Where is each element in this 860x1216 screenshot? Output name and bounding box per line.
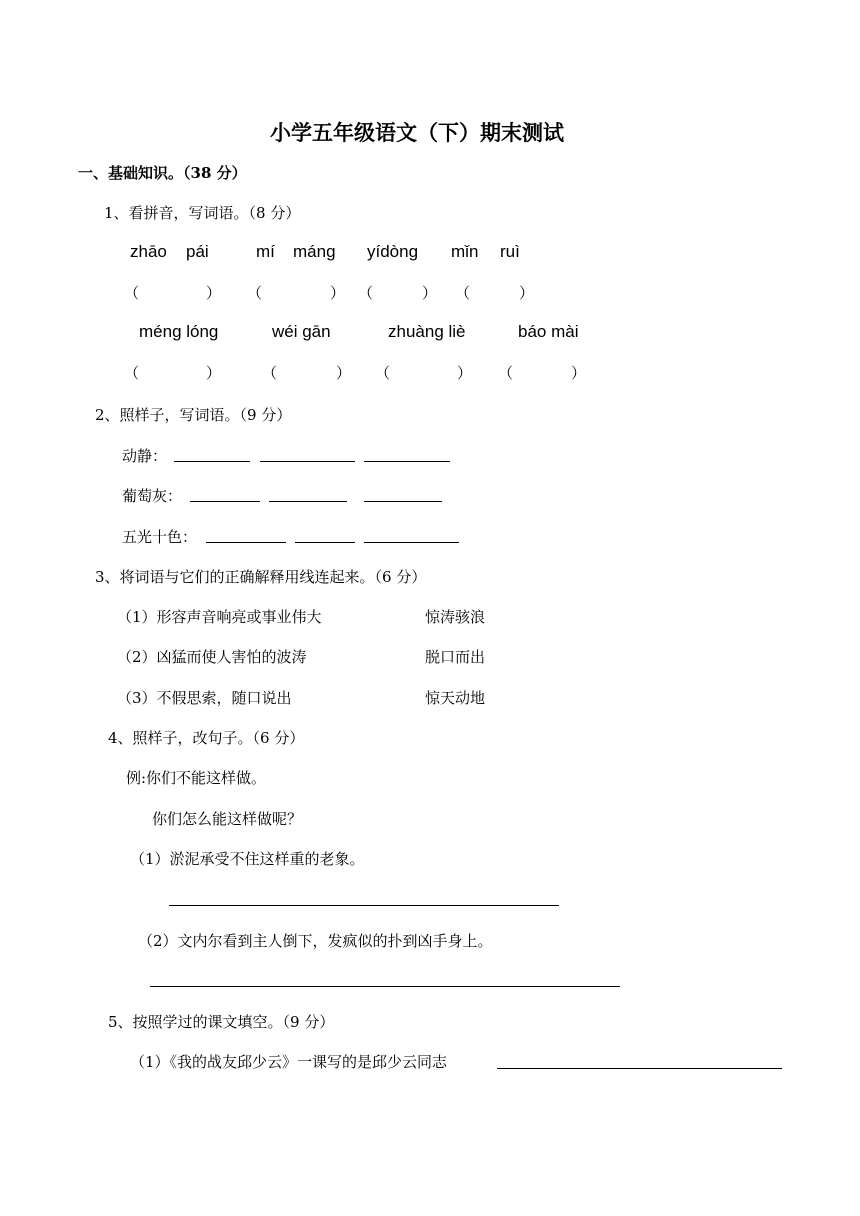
- answer-line[interactable]: [190, 501, 260, 502]
- answer-blank-close: ）: [422, 284, 438, 302]
- pattern-label: 葡萄灰：: [122, 487, 183, 505]
- pinyin: mí: [256, 242, 275, 261]
- answer-line[interactable]: [364, 461, 450, 462]
- idiom-item: 惊天动地: [425, 689, 486, 707]
- pinyin: máng: [293, 242, 336, 261]
- answer-line[interactable]: [295, 542, 355, 543]
- answer-blank-open[interactable]: （: [124, 284, 140, 302]
- section-heading: 一、基础知识。（38 分）: [78, 164, 247, 182]
- question-5-heading: 5、按照学过的课文填空。（9 分）: [108, 1013, 335, 1031]
- answer-blank-close: ）: [330, 284, 346, 302]
- pinyin: báo mài: [518, 322, 579, 341]
- answer-blank-close: ）: [571, 364, 587, 382]
- pinyin: pái: [186, 242, 209, 261]
- page-title: 小学五年级语文（下）期末测试: [270, 120, 564, 145]
- idiom-item: 惊涛骇浪: [425, 608, 486, 626]
- answer-line[interactable]: [260, 461, 355, 462]
- pinyin: wéi gān: [272, 322, 331, 341]
- definition-item: （2）凶猛而使人害怕的波涛: [117, 648, 307, 666]
- answer-blank-open[interactable]: （: [375, 364, 391, 382]
- example-sentence: 例:你们不能这样做。: [126, 769, 267, 787]
- pinyin: méng lóng: [139, 322, 219, 341]
- pinyin: ruì: [500, 242, 520, 261]
- question-3-heading: 3、将词语与它们的正确解释用线连起来。（6 分）: [95, 568, 427, 586]
- answer-blank-open[interactable]: （: [455, 284, 471, 302]
- answer-blank-open[interactable]: （: [358, 284, 374, 302]
- pattern-label: 五光十色：: [122, 528, 198, 546]
- idiom-item: 脱口而出: [425, 648, 486, 666]
- answer-blank-close: ）: [206, 284, 222, 302]
- answer-line[interactable]: [174, 461, 250, 462]
- question-4-heading: 4、照样子，改句子。（6 分）: [108, 729, 305, 747]
- answer-blank-open[interactable]: （: [124, 364, 140, 382]
- definition-item: （1）形容声音响亮或事业伟大: [117, 608, 322, 626]
- pinyin: yídòng: [367, 242, 419, 261]
- exercise-sentence: （1）淤泥承受不住这样重的老象。: [130, 850, 365, 868]
- answer-blank-close: ）: [336, 364, 352, 382]
- pattern-label: 动静：: [122, 447, 168, 465]
- answer-blank-close: ）: [519, 284, 535, 302]
- answer-line[interactable]: [497, 1068, 782, 1069]
- answer-line[interactable]: [150, 986, 620, 987]
- pinyin: mǐn: [451, 242, 479, 261]
- answer-blank-close: ）: [457, 364, 473, 382]
- answer-line[interactable]: [206, 542, 286, 543]
- answer-blank-close: ）: [206, 364, 222, 382]
- answer-line[interactable]: [364, 542, 459, 543]
- answer-line[interactable]: [364, 501, 442, 502]
- answer-blank-open[interactable]: （: [498, 364, 514, 382]
- definition-item: （3）不假思索，随口说出: [117, 689, 292, 707]
- question-1-heading: 1、看拼音，写词语。（8 分）: [104, 204, 301, 222]
- fill-in-sentence: （1）《我的战友邱少云》一课写的是邱少云同志: [130, 1053, 448, 1071]
- question-2-heading: 2、照样子，写词语。（9 分）: [95, 406, 292, 424]
- answer-line[interactable]: [269, 501, 347, 502]
- exercise-sentence: （2）文内尔看到主人倒下，发疯似的扑到凶手身上。: [138, 932, 493, 950]
- pinyin: zhāo: [130, 242, 167, 261]
- example-sentence-rewritten: 你们怎么能这样做呢？: [152, 810, 303, 828]
- pinyin: zhuàng liè: [388, 322, 466, 341]
- answer-line[interactable]: [169, 905, 559, 906]
- answer-blank-open[interactable]: （: [247, 284, 263, 302]
- answer-blank-open[interactable]: （: [262, 364, 278, 382]
